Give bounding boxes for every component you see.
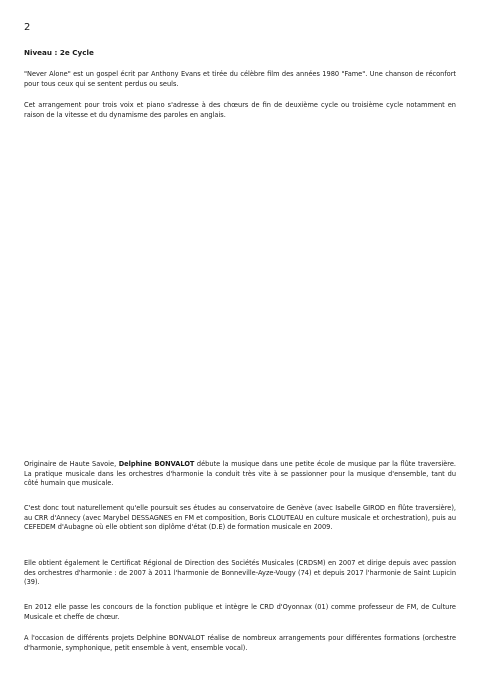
bio-paragraph-4 bbox=[24, 603, 456, 622]
bio-text-1 bbox=[24, 460, 456, 489]
bio-paragraph-1 bbox=[24, 460, 456, 489]
bio-paragraph-5 bbox=[24, 634, 456, 653]
bio-paragraph-3 bbox=[24, 559, 456, 588]
bio-paragraph-2 bbox=[24, 504, 456, 533]
bio-text-3: Elle obtient également le Certificat Régional de Direction des Sociétés Musicales (CRDSM) en 2007 et dirige depuis avec passion des orchestres d'harmonie : de 2007 à 2011 l'harmonie de Bonneville-Ayze-Vougy (74) et depuis 2017 l'harmonie de Saint Lupicin (39). bbox=[24, 559, 456, 587]
intro-text-2: Cet arrangement pour trois voix et piano s'adresse à des chœurs de fin de deuxième cycle ou troisième cycle notamment en raison de la vitesse et du dynamisme des paroles en anglais. bbox=[24, 101, 456, 119]
bio-text-1-before: Originaire de Haute Savoie, bbox=[24, 460, 119, 468]
bio-text-5: A l'occasion de différents projets Delphine BONVALOT réalise de nombreux arrangements pour différentes formations (orchestre d'harmonie, symphonique, petit ensemble à vent, ensemble vocal). bbox=[24, 634, 456, 652]
bio-text-1-after: débute la musique dans une petite école de musique par la flûte traversière. La pratique musicale dans les orchestres d'harmonie la conduit très vite à se passionner pour la musique d'ensemble, tant du côté humain que musicale. bbox=[24, 460, 456, 488]
bio-text-4: En 2012 elle passe les concours de la fonction publique et intègre le CRD d'Oyonnax (01) comme professeur de FM, de Culture Musicale et cheffe de chœur. bbox=[24, 603, 456, 621]
bio-text-2: C'est donc tout naturellement qu'elle poursuit ses études au conservatoire de Genève (avec Isabelle GIROD en flûte traversière), au CRR d'Annecy (avec Marybel DESSAGNES en FM et composition, Boris CLOUTEAU en culture musicale et orchestration), puis au CEFEDEM d'Aubagne où elle obtient son diplôme d'état (D.E) de formation musicale en 2009. bbox=[24, 504, 456, 532]
intro-paragraph-1 bbox=[24, 70, 456, 89]
level-heading: Niveau : 2e Cycle bbox=[24, 48, 94, 57]
intro-text-1: "Never Alone" est un gospel écrit par Anthony Evans et tirée du célèbre film des années 1980 "Fame". Une chanson de réconfort pour tous ceux qui se sentent perdus ou seuls. bbox=[24, 70, 456, 88]
intro-paragraph-2 bbox=[24, 101, 456, 120]
page-number: 2 bbox=[24, 22, 31, 33]
author-name: Delphine BONVALOT bbox=[118, 460, 195, 468]
